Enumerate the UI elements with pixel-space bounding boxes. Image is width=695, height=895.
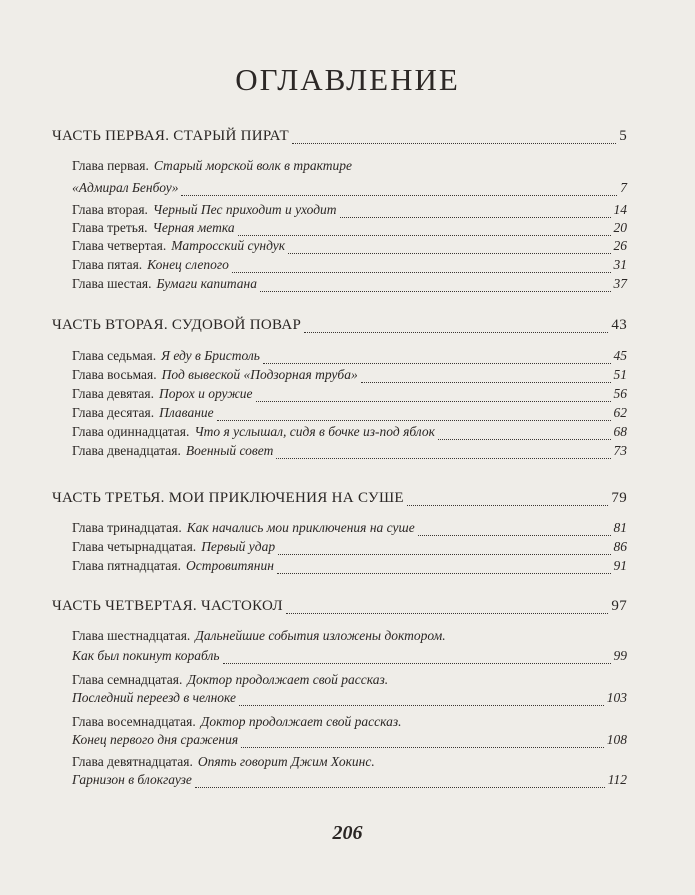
toc-chapter-entry <box>72 158 627 178</box>
toc-part-heading <box>52 490 627 510</box>
dot-leader <box>418 535 611 536</box>
dot-leader <box>407 505 609 506</box>
toc-chapter-entry <box>72 367 627 387</box>
toc-chapter-entry <box>72 754 627 774</box>
chapter-title-continued: Конец первого дня сражения <box>72 732 239 747</box>
part-title: ЧАСТЬ ВТОРАЯ. СУДОВОЙ ПОВАР <box>52 317 302 333</box>
chapter-title: Доктор продолжает свой рассказ. <box>187 672 389 687</box>
toc-chapter-entry <box>72 386 627 406</box>
dot-leader <box>256 401 611 402</box>
dot-leader <box>217 420 611 421</box>
dot-leader <box>263 363 611 364</box>
dot-leader <box>232 272 611 273</box>
dot-leader <box>260 291 610 292</box>
toc-chapter-entry <box>72 424 627 444</box>
chapter-title: Матросский сундук <box>171 238 286 253</box>
chapter-label: Глава девятая. <box>72 386 154 401</box>
chapter-page-number: 103 <box>606 690 627 705</box>
dot-leader <box>288 253 610 254</box>
chapter-label: Глава девятнадцатая. <box>72 754 193 769</box>
chapter-title-continued: «Адмирал Бенбоу» <box>72 180 179 195</box>
toc-chapter-entry <box>72 348 627 368</box>
dot-leader <box>304 332 608 333</box>
chapter-title: Порох и оружие <box>159 386 253 401</box>
chapter-page-number: 20 <box>613 220 627 235</box>
toc-chapter-continuation <box>72 772 627 792</box>
chapter-label: Глава пятнадцатая. <box>72 558 182 573</box>
toc-chapter-continuation <box>72 690 627 710</box>
chapter-page-number: 14 <box>613 202 627 217</box>
toc-chapter-entry <box>72 714 627 734</box>
chapter-label: Глава двенадцатая. <box>72 443 181 458</box>
chapter-title: Плавание <box>159 405 214 420</box>
part-page-number: 43 <box>611 317 627 333</box>
chapter-label: Глава семнадцатая. <box>72 672 183 687</box>
chapter-label: Глава восемнадцатая. <box>72 714 196 729</box>
dot-leader <box>239 705 604 706</box>
chapter-title: Что я услышал, сидя в бочке из-под яблок <box>194 424 435 439</box>
toc-chapter-entry <box>72 238 627 258</box>
dot-leader <box>277 573 611 574</box>
dot-leader <box>223 663 611 664</box>
toc-chapter-entry <box>72 202 627 222</box>
chapter-title: Опять говорит Джим Хокинс. <box>197 754 375 769</box>
dot-leader <box>361 382 611 383</box>
toc-chapter-entry <box>72 628 627 648</box>
chapter-title: Конец слепого <box>147 257 229 272</box>
toc-chapter-entry <box>72 539 627 559</box>
chapter-label: Глава третья. <box>72 220 148 235</box>
toc-chapter-continuation <box>72 180 627 200</box>
chapter-page-number: 51 <box>613 367 627 382</box>
dot-leader <box>276 458 610 459</box>
toc-chapter-continuation <box>72 732 627 752</box>
chapter-page-number: 37 <box>613 276 627 291</box>
chapter-title: Бумаги капитана <box>156 276 258 291</box>
chapter-label: Глава вторая. <box>72 202 148 217</box>
chapter-title-continued: Как был покинут корабль <box>72 648 220 663</box>
toc-chapter-entry <box>72 520 627 540</box>
chapter-title: Островитянин <box>186 558 274 573</box>
chapter-label: Глава первая. <box>72 158 149 173</box>
chapter-page-number: 99 <box>613 648 627 663</box>
chapter-page-number: 86 <box>613 539 627 554</box>
chapter-page-number: 45 <box>613 348 627 363</box>
chapter-label: Глава пятая. <box>72 257 143 272</box>
chapter-page-number: 31 <box>613 257 627 272</box>
dot-leader <box>438 439 611 440</box>
page-title: ОГЛАВЛЕНИЕ <box>235 62 460 97</box>
chapter-page-number: 26 <box>613 238 627 253</box>
chapter-label: Глава восьмая. <box>72 367 157 382</box>
chapter-title: Старый морской волк в трактире <box>153 158 353 173</box>
chapter-page-number: 112 <box>607 772 627 787</box>
toc-part-heading <box>52 317 627 337</box>
chapter-page-number: 68 <box>613 424 627 439</box>
part-title: ЧАСТЬ ТРЕТЬЯ. МОИ ПРИКЛЮЧЕНИЯ НА СУШЕ <box>52 490 404 506</box>
toc-chapter-entry <box>72 558 627 578</box>
part-title: ЧАСТЬ ПЕРВАЯ. СТАРЫЙ ПИРАТ <box>52 128 289 144</box>
chapter-page-number: 56 <box>613 386 627 401</box>
part-page-number: 79 <box>611 490 627 506</box>
toc-chapter-continuation <box>72 648 627 668</box>
chapter-title: Я еду в Бристоль <box>161 348 260 363</box>
toc-chapter-entry <box>72 443 627 463</box>
chapter-title: Черная метка <box>152 220 235 235</box>
chapter-title: Как начались мои приключения на суше <box>186 520 415 535</box>
chapter-title: Первый удар <box>201 539 276 554</box>
chapter-label: Глава одиннадцатая. <box>72 424 190 439</box>
chapter-title-continued: Последний переезд в челноке <box>72 690 236 705</box>
chapter-page-number: 7 <box>620 180 627 195</box>
chapter-title: Дальнейшие события изложены доктором. <box>195 628 446 643</box>
chapter-label: Глава шестнадцатая. <box>72 628 191 643</box>
chapter-label: Глава четырнадцатая. <box>72 539 197 554</box>
dot-leader <box>238 235 611 236</box>
chapter-title: Доктор продолжает свой рассказ. <box>200 714 402 729</box>
dot-leader <box>340 217 611 218</box>
toc-chapter-entry <box>72 257 627 277</box>
page-number: 206 <box>332 822 363 844</box>
toc-part-heading <box>52 598 627 618</box>
part-page-number: 97 <box>611 598 627 614</box>
chapter-page-number: 81 <box>613 520 627 535</box>
chapter-label: Глава четвертая. <box>72 238 167 253</box>
toc-chapter-entry <box>72 276 627 296</box>
chapter-page-number: 108 <box>606 732 627 747</box>
toc-chapter-entry <box>72 220 627 240</box>
dot-leader <box>181 195 617 196</box>
chapter-title: Под вывеской «Подзорная труба» <box>161 367 358 382</box>
chapter-label: Глава шестая. <box>72 276 152 291</box>
chapter-title: Военный совет <box>185 443 274 458</box>
chapter-page-number: 73 <box>613 443 627 458</box>
part-title: ЧАСТЬ ЧЕТВЕРТАЯ. ЧАСТОКОЛ <box>52 598 283 614</box>
chapter-label: Глава десятая. <box>72 405 155 420</box>
chapter-title: Черный Пес приходит и уходит <box>152 202 337 217</box>
part-page-number: 5 <box>619 128 627 144</box>
dot-leader <box>195 787 605 788</box>
dot-leader <box>292 143 616 144</box>
toc-chapter-entry <box>72 672 627 692</box>
chapter-title-continued: Гарнизон в блокгаузе <box>72 772 192 787</box>
toc-part-heading <box>52 128 627 148</box>
dot-leader <box>286 613 608 614</box>
dot-leader <box>241 747 604 748</box>
toc-chapter-entry <box>72 405 627 425</box>
dot-leader <box>278 554 610 555</box>
chapter-label: Глава тринадцатая. <box>72 520 182 535</box>
chapter-page-number: 91 <box>613 558 627 573</box>
chapter-label: Глава седьмая. <box>72 348 157 363</box>
chapter-page-number: 62 <box>613 405 627 420</box>
